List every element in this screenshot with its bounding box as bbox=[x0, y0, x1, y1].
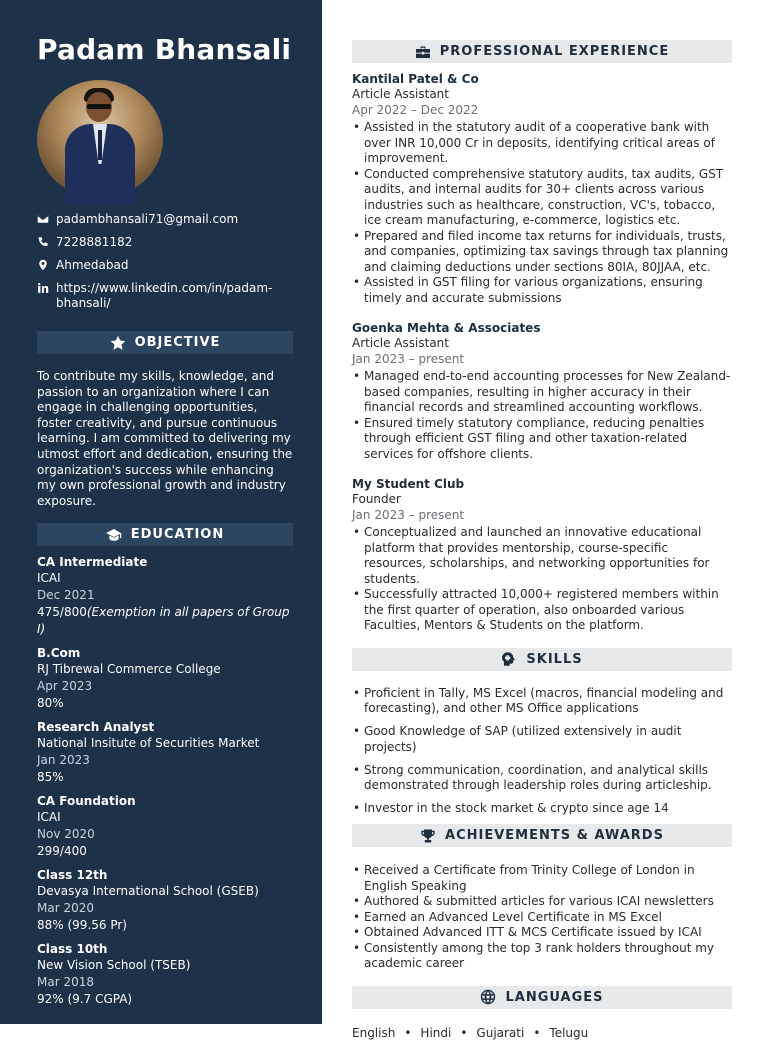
languages-list bbox=[352, 1025, 732, 1041]
education-date: Dec 2021 bbox=[37, 588, 95, 603]
sidebar bbox=[0, 0, 322, 1024]
achievements-heading: ACHIEVEMENTS & AWARDS bbox=[445, 828, 664, 843]
education-score-row bbox=[37, 604, 293, 638]
education-title: CA Intermediate bbox=[37, 555, 148, 570]
location-icon bbox=[37, 259, 49, 271]
education-institution: ICAI bbox=[37, 810, 61, 825]
education-date: Mar 2020 bbox=[37, 901, 94, 916]
education-date: Apr 2023 bbox=[37, 679, 93, 694]
objective-heading: OBJECTIVE bbox=[134, 335, 221, 350]
main-content bbox=[352, 40, 732, 1041]
graduation-cap-icon bbox=[106, 527, 122, 543]
contact-email-text: padambhansali71@gmail.com bbox=[56, 212, 239, 226]
education-date: Mar 2018 bbox=[37, 975, 94, 990]
email-icon bbox=[37, 213, 49, 225]
education-institution: RJ Tibrewal Commerce College bbox=[37, 662, 221, 677]
skill-item: • Proficient in Tally, MS Excel (macros, financial modeling and forecasting), and other MS Office applications bbox=[352, 686, 732, 717]
education-title: Class 12th bbox=[37, 868, 108, 883]
achievement-item: • Consistently among the top 3 rank holders throughout my academic career bbox=[352, 941, 732, 972]
education-header bbox=[37, 523, 293, 546]
language-separator: • bbox=[533, 1025, 541, 1040]
job-bullet: • Successfully attracted 10,000+ registered members within the first quarter of operation, also onboarded various Faculties, Mentors & Students on the platform. bbox=[352, 587, 732, 634]
language-separator: • bbox=[460, 1025, 468, 1040]
experience-heading: PROFESSIONAL EXPERIENCE bbox=[439, 44, 670, 59]
skills-list bbox=[352, 686, 732, 817]
job-company: My Student Club bbox=[352, 477, 465, 491]
experience-header bbox=[352, 40, 732, 63]
languages-heading: LANGUAGES bbox=[505, 989, 604, 1005]
job-company: Goenka Mehta & Associates bbox=[352, 321, 541, 335]
job-role: Article Assistant bbox=[352, 336, 449, 350]
education-institution: ICAI bbox=[37, 571, 61, 586]
languages-header bbox=[352, 986, 732, 1009]
job-entry bbox=[352, 71, 732, 306]
objective-header bbox=[37, 331, 293, 354]
skill-item: • Good Knowledge of SAP (utilized extensively in audit projects) bbox=[352, 724, 732, 755]
education-institution: New Vision School (TSEB) bbox=[37, 958, 191, 973]
contact-phone-text: 7228881182 bbox=[56, 235, 133, 249]
language-item: English bbox=[352, 1025, 396, 1040]
job-bullet: • Prepared and filed income tax returns for individuals, trusts, and companies, optimizing tax savings through tax planning and claiming deductions under sections 80IA, 80JJAA, etc. bbox=[352, 229, 732, 276]
language-item: Gujarati bbox=[476, 1025, 525, 1040]
job-role: Founder bbox=[352, 492, 401, 506]
job-bullets bbox=[352, 525, 732, 634]
job-bullet: • Managed end-to-end accounting processes for New Zealand-based companies, resulting in higher accuracy in their financial records and streamlined accounting workflows. bbox=[352, 369, 732, 416]
job-company: Kantilal Patel & Co bbox=[352, 72, 479, 86]
globe-icon bbox=[480, 989, 496, 1005]
job-date: Apr 2022 – Dec 2022 bbox=[352, 103, 479, 117]
job-entry bbox=[352, 320, 732, 462]
objective-text: To contribute my skills, knowledge, and passion to an organization where I can engage in challenging opportunities, foster creativity, and pursue continuous learning. I am committed to delivering my utmost effort and dedication, ensuring the organization's success while enhancing my own professional growth and industry exposure. bbox=[37, 369, 293, 508]
education-heading: EDUCATION bbox=[130, 527, 225, 543]
language-separator: • bbox=[404, 1025, 412, 1040]
contact-linkedin[interactable] bbox=[37, 281, 293, 311]
trophy-icon bbox=[420, 828, 436, 844]
achievement-item: • Obtained Advanced ITT & MCS Certificate issued by ICAI bbox=[352, 925, 732, 941]
education-score: 475/800 bbox=[37, 605, 87, 620]
education-title: B.Com bbox=[37, 646, 81, 661]
education-list bbox=[37, 554, 293, 1008]
job-bullets bbox=[352, 120, 732, 306]
education-date: Jan 2023 bbox=[37, 753, 90, 768]
contact-list bbox=[37, 212, 293, 311]
education-item bbox=[37, 719, 293, 786]
education-item bbox=[37, 793, 293, 860]
candidate-name: Padam Bhansali bbox=[37, 33, 292, 66]
skills-header bbox=[352, 648, 732, 671]
education-date: Nov 2020 bbox=[37, 827, 95, 842]
education-item bbox=[37, 867, 293, 934]
phone-icon bbox=[37, 236, 49, 248]
job-bullet: • Ensured timely statutory compliance, reducing penalties through efficient GST filing and other taxation-related services for offshore clients. bbox=[352, 416, 732, 463]
skill-item: • Strong communication, coordination, and analytical skills demonstrated through leadership roles during articleship. bbox=[352, 763, 732, 794]
job-role: Article Assistant bbox=[352, 87, 449, 101]
education-institution: National Insitute of Securities Market bbox=[37, 736, 260, 751]
job-date: Jan 2023 – present bbox=[352, 508, 465, 522]
achievements-list bbox=[352, 863, 732, 972]
language-item: Telugu bbox=[549, 1025, 589, 1040]
education-score: 299/400 bbox=[37, 844, 87, 859]
contact-email[interactable] bbox=[37, 212, 293, 227]
education-score: 92% (9.7 CGPA) bbox=[37, 992, 133, 1007]
education-score: 85% bbox=[37, 770, 64, 785]
profile-photo bbox=[37, 80, 163, 198]
education-title: Research Analyst bbox=[37, 720, 155, 735]
education-score: 80% bbox=[37, 696, 64, 711]
achievement-item: • Received a Certificate from Trinity College of London in English Speaking bbox=[352, 863, 732, 894]
skills-heading: SKILLS bbox=[526, 651, 583, 667]
star-icon bbox=[110, 335, 126, 351]
skill-item: • Investor in the stock market & crypto since age 14 bbox=[352, 801, 732, 817]
job-entry bbox=[352, 476, 732, 634]
education-title: CA Foundation bbox=[37, 794, 136, 809]
achievement-item: • Earned an Advanced Level Certificate in MS Excel bbox=[352, 910, 732, 926]
contact-location bbox=[37, 258, 293, 273]
language-item: Hindi bbox=[420, 1025, 452, 1040]
achievement-item: • Authored & submitted articles for various ICAI newsletters bbox=[352, 894, 732, 910]
brain-icon bbox=[501, 651, 517, 667]
education-note: (Exemption in all papers of Group I) bbox=[37, 605, 290, 637]
job-bullet: • Conducted comprehensive statutory audits, tax audits, GST audits, and internal audits for 30+ clients across various industries such as healthcare, construction, VC's, tobacco, ice cream manufacturing, e-commerce, logistics etc. bbox=[352, 167, 732, 229]
contact-phone[interactable] bbox=[37, 235, 293, 250]
job-bullets bbox=[352, 369, 732, 462]
job-bullet: • Assisted in GST filing for various organizations, ensuring timely and accurate submissions bbox=[352, 275, 732, 306]
education-item bbox=[37, 554, 293, 638]
contact-linkedin-text: https://www.linkedin.com/in/padam-bhansali/ bbox=[56, 281, 273, 310]
education-title: Class 10th bbox=[37, 942, 108, 957]
education-item bbox=[37, 941, 293, 1008]
job-bullet: • Assisted in the statutory audit of a cooperative bank with over INR 10,000 Cr in deposits, identifying critical areas of improvement. bbox=[352, 120, 732, 167]
job-bullet: • Conceptualized and launched an innovative educational platform that provides mentorship, course-specific resources, scholarships, and networking opportunities for students. bbox=[352, 525, 732, 587]
job-date: Jan 2023 – present bbox=[352, 352, 465, 366]
education-item bbox=[37, 645, 293, 712]
education-institution: Devasya International School (GSEB) bbox=[37, 884, 259, 899]
education-score: 88% (99.56 Pr) bbox=[37, 918, 127, 933]
contact-location-text: Ahmedabad bbox=[56, 258, 129, 272]
linkedin-icon bbox=[37, 282, 49, 294]
briefcase-icon bbox=[415, 44, 431, 60]
achievements-header bbox=[352, 824, 732, 847]
